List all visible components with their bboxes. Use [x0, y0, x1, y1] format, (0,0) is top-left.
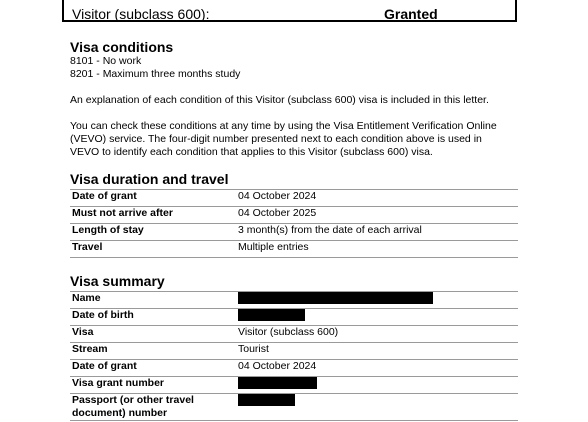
visa-summary-table: [70, 291, 518, 421]
visa-duration-title: Visa duration and travel: [70, 171, 229, 187]
table-row: [70, 377, 518, 394]
row-label: Stream: [70, 343, 236, 360]
row-label: [70, 394, 236, 421]
row-label: Length of stay: [70, 224, 236, 241]
row-value: 3 month(s) from the date of each arrival: [236, 224, 518, 241]
redaction-bar: [238, 394, 295, 406]
table-row: [70, 326, 518, 343]
table-row: [70, 343, 518, 360]
conditions-explanation: An explanation of each condition of this Visitor (subclass 600) visa is included in this letter.: [70, 94, 489, 106]
row-value: 04 October 2024: [236, 360, 518, 377]
row-label: Must not arrive after: [70, 207, 236, 224]
row-label: Visa: [70, 326, 236, 343]
visa-type-label: Visitor (subclass 600):: [72, 6, 210, 22]
row-value: 04 October 2025: [236, 207, 518, 224]
vevo-line: You can check these conditions at any time by using the Visa Entitlement Verification Online: [70, 120, 497, 132]
row-value: [236, 377, 518, 394]
row-label-line: document) number: [72, 407, 168, 419]
table-row: [70, 360, 518, 377]
row-label-line: Passport (or other travel: [72, 394, 194, 406]
visa-status-box: [62, 0, 517, 22]
visa-status-value: Granted: [384, 6, 438, 22]
visa-duration-table: [70, 189, 518, 258]
vevo-line: VEVO to identify each condition that applies to this Visitor (subclass 600) visa.: [70, 146, 433, 158]
row-label: Date of grant: [70, 360, 236, 377]
row-label: Travel: [70, 241, 236, 258]
visa-summary-title: Visa summary: [70, 273, 165, 289]
vevo-paragraph: [70, 120, 520, 159]
visa-conditions-title: Visa conditions: [70, 39, 174, 55]
table-row: [70, 224, 518, 241]
table-row: [70, 207, 518, 224]
row-value: Tourist: [236, 343, 518, 360]
table-row: [70, 190, 518, 207]
condition-item: 8101 - No work: [70, 55, 142, 67]
row-value: [236, 394, 518, 421]
row-label: Visa grant number: [70, 377, 236, 394]
table-row: [70, 241, 518, 258]
redaction-bar: [238, 292, 433, 304]
row-value: [236, 292, 518, 309]
redaction-bar: [238, 377, 317, 389]
row-label: Date of birth: [70, 309, 236, 326]
row-label: Name: [70, 292, 236, 309]
table-row: [70, 292, 518, 309]
table-row: [70, 394, 518, 421]
row-value: Multiple entries: [236, 241, 518, 258]
table-row: [70, 309, 518, 326]
row-value: [236, 309, 518, 326]
row-value: 04 October 2024: [236, 190, 518, 207]
redaction-bar: [238, 309, 305, 321]
condition-item: 8201 - Maximum three months study: [70, 68, 241, 80]
row-value: Visitor (subclass 600): [236, 326, 518, 343]
vevo-line: (VEVO) service. The four-digit number presented next to each condition above is used in: [70, 133, 482, 145]
row-label: Date of grant: [70, 190, 236, 207]
